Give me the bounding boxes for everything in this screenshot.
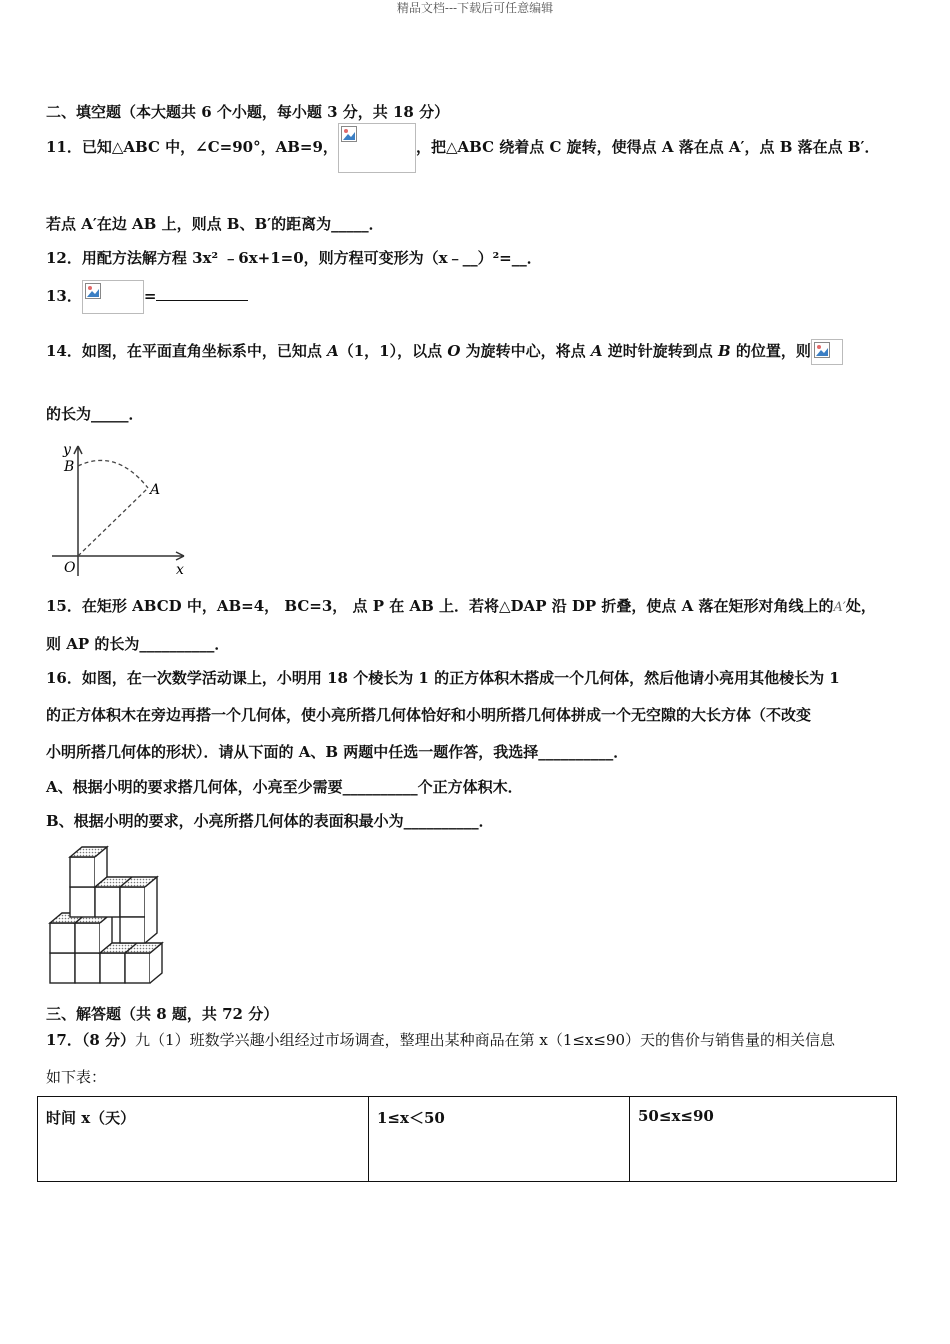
- question-15-line2: 则 AP 的长为__________．: [46, 635, 230, 653]
- label-b: B: [64, 459, 75, 475]
- table-header-range2: 50≤x≤90: [630, 1097, 897, 1182]
- label-y: y: [63, 442, 71, 458]
- section2-title: 二、填空题（本大题共 6 个小题，每小题 3 分，共 18 分）: [46, 103, 450, 121]
- q11-broken-image: [338, 123, 416, 173]
- question-14-line2: 的长为_____．: [46, 405, 144, 423]
- q17-info-table: [37, 1096, 897, 1182]
- q11-text-part1: 11．已知△ABC 中，∠C=90°，AB=9，: [46, 138, 338, 156]
- q14-broken-image: [811, 339, 843, 365]
- q17-text: 九（1）班数学兴趣小组经过市场调查，整理出某种商品在第 x（1≤x≤90）天的售价与销售量的相关信息: [135, 1031, 836, 1049]
- broken-image-icon: [341, 126, 357, 142]
- question-16-line3: 小明所搭几何体的形状）．请从下面的 A、B 两题中任选一题作答，我选择__________．: [46, 743, 629, 761]
- q17-score: 17．（8 分）: [46, 1031, 136, 1049]
- segment-oa: [78, 488, 148, 556]
- q13-answer-blank[interactable]: [156, 286, 248, 301]
- q13-equals: =: [143, 287, 157, 305]
- label-x: x: [176, 562, 184, 578]
- q14-text-a: 14．如图，在平面直角坐标系中，已知点: [46, 342, 328, 360]
- question-15-line1: [46, 596, 876, 618]
- question-11-line2: 若点 A′在边 AB 上，则点 B、B′的距离为_____．: [46, 215, 384, 233]
- arc-ab: [78, 460, 148, 488]
- q13-broken-image: [82, 280, 144, 314]
- q15-text-part1: 15．在矩形 ABCD 中，AB=4， BC=3， 点 P 在 AB 上．若将△DAP 沿 DP 折叠，使点 A 落在矩形对角线上的: [46, 597, 834, 615]
- q14-text-b: 为旋转中心，将点: [460, 342, 591, 360]
- q14-text-c: 逆时针旋转到点: [602, 342, 718, 360]
- q14-coordinate-figure: [46, 440, 196, 580]
- label-a: A: [150, 482, 161, 498]
- question-14-line1: [46, 339, 843, 365]
- q14-point-a2: A: [590, 342, 603, 360]
- table-header-range1: 1≤x＜50: [369, 1097, 630, 1182]
- question-16-line2: 的正方体积木在旁边再搭一个几何体，使小亮所搭几何体恰好和小明所搭几何体拼成一个无空隙的大长方体（不改变: [46, 706, 812, 724]
- question-13: [46, 280, 248, 314]
- question-17-line1: [46, 1030, 835, 1050]
- q11-text-part2: ，把△ABC 绕着点 C 旋转，使得点 A 落在点 A′，点 B 落在点 B′．: [415, 138, 880, 156]
- broken-image-icon: [85, 283, 101, 299]
- q14-text-d: 的位置，则: [730, 342, 811, 360]
- label-o: O: [64, 560, 76, 576]
- question-16-option-b: B、根据小明的要求，小亮所搭几何体的表面积最小为__________．: [46, 812, 494, 830]
- q16-cube-figure: [46, 845, 168, 991]
- table-header-time: 时间 x（天）: [38, 1097, 369, 1182]
- q13-label: 13．: [46, 287, 82, 305]
- question-16-line1: 16．如图，在一次数学活动课上，小明用 18 个棱长为 1 的正方体积木搭成一个几何体，然后他请小亮用其他棱长为 1: [46, 669, 840, 687]
- q14-point-o: O: [447, 342, 461, 360]
- section3-title: 三、解答题（共 8 题，共 72 分）: [46, 1005, 279, 1023]
- q15-a-prime: A′: [833, 600, 846, 615]
- q14-point-a: A: [327, 342, 339, 360]
- question-16-option-a: A、根据小明的要求搭几何体，小亮至少需要__________个正方体积木．: [46, 778, 523, 796]
- header-watermark: 精品文档---下载后可任意编辑: [396, 1, 554, 15]
- table-row: [38, 1097, 897, 1182]
- question-17-line2: 如下表：: [46, 1068, 107, 1086]
- question-11-line1: [46, 123, 880, 173]
- q15-text-part2: 处，: [845, 597, 876, 615]
- question-12: 12．用配方法解方程 3x² ﹣6x+1=0，则方程可变形为（x﹣__）²=__．: [46, 249, 542, 267]
- q14-point-b: B: [717, 342, 731, 360]
- q14-coords: （1，1），以点: [338, 342, 448, 360]
- broken-image-icon: [814, 342, 830, 358]
